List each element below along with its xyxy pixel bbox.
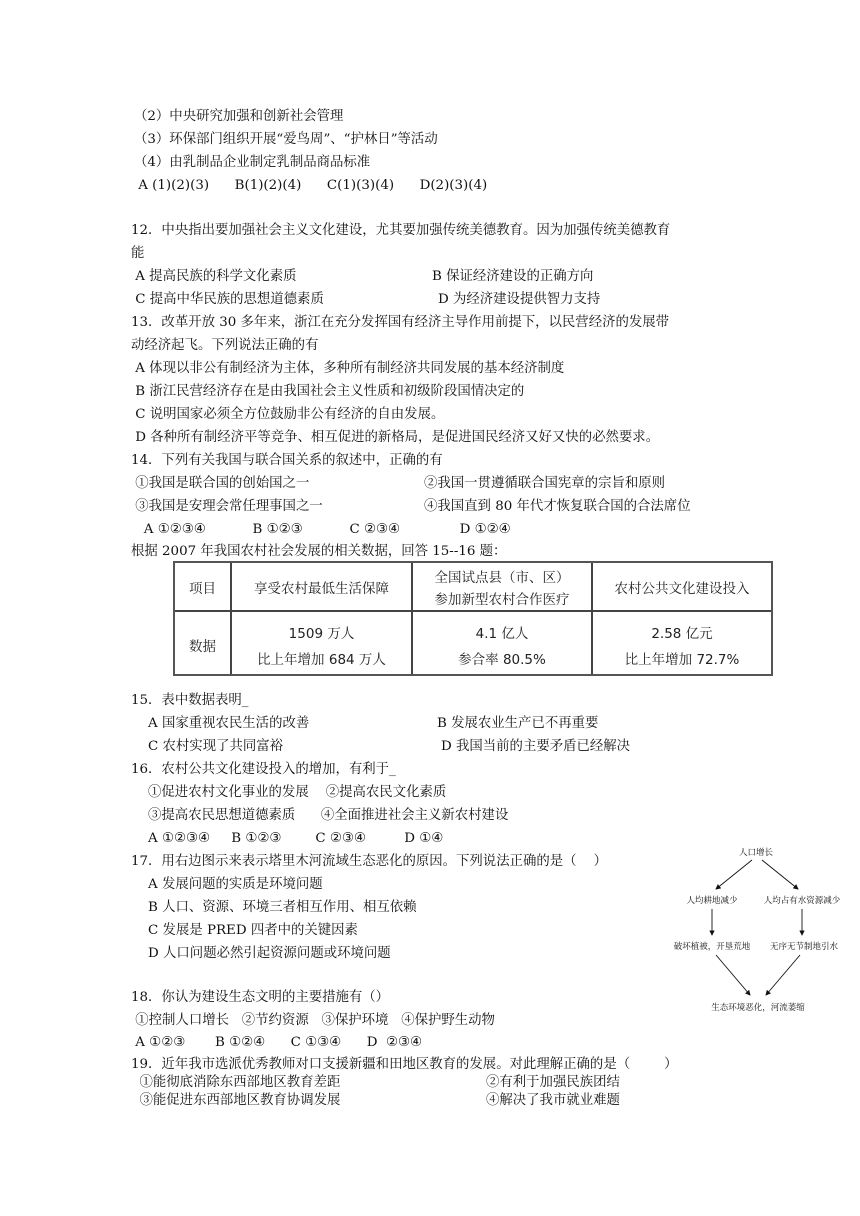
table-cell: 比上年增加 72.7% <box>624 652 740 668</box>
q14-item-4: ④我国直到 80 年代才恢复联合国的合法席位 <box>424 499 691 514</box>
q18-choices: A ①②③ B ①②④ C ①③④ D ②③④ <box>131 1035 422 1050</box>
q12-choice-a: A 提高民族的科学文化素质 <box>131 269 297 284</box>
q14-item-2: ②我国一贯遵循联合国宪章的宗旨和原则 <box>424 476 666 491</box>
rural-data-table <box>173 561 773 676</box>
q19-item-4: ④解决了我市就业难题 <box>486 1093 620 1108</box>
diagram-node-farmland: 人均耕地减少 <box>686 896 738 906</box>
q13-stem-cont: 动经济起飞。下列说法正确的有 <box>131 338 319 353</box>
q15-choice-c: C 农村实现了共同富裕 <box>131 739 284 754</box>
q13-choice-c: C 说明国家必须全方位鼓励非公有经济的自由发展。 <box>131 407 445 422</box>
table-header-culture-invest: 农村公共文化建设投入 <box>614 581 750 597</box>
table-cell: 比上年增加 684 万人 <box>257 652 386 668</box>
ecology-cause-diagram <box>672 845 852 1020</box>
q15-choice-a: A 国家重视农民生活的改善 <box>131 716 310 731</box>
q16-items-1-2: ①促进农村文化事业的发展 ②提高农民文化素质 <box>131 785 447 800</box>
diagram-node-vegetation: 破坏植被，开垦荒地 <box>673 942 751 952</box>
q17-choice-a: A 发展问题的实质是环境问题 <box>131 877 323 892</box>
q13-choice-a: A 体现以非公有制经济为主体，多种所有制经济共同发展的基本经济制度 <box>131 361 565 376</box>
diagram-arrow <box>762 860 798 889</box>
q16-stem: 16．农村公共文化建设投入的增加，有利于_ <box>131 762 396 777</box>
q19-item-1: ①能彻底消除东西部地区教育差距 <box>131 1075 341 1090</box>
option-statement-3: （3）环保部门组织开展“爱鸟周”、“护林日”等活动 <box>134 132 438 147</box>
q13-choice-d: D 各种所有制经济平等竞争、相互促进的新格局，是促进国民经济又好又快的必然要求。 <box>131 430 660 445</box>
q18-stem: 18．你认为建设生态文明的主要措施有（） <box>131 990 390 1005</box>
table-header-pilot-counties: 全国试点县（市、区） <box>434 570 570 586</box>
q14-stem: 14．下列有关我国与联合国关系的叙述中，正确的有 <box>131 453 443 468</box>
q15-stem: 15．表中数据表明_ <box>131 693 249 708</box>
diagram-node-water-diversion: 无序无节制地引水 <box>769 942 839 952</box>
q17-stem: 17．用右边图示来表示塔里木河流域生态恶化的原因。下列说法正确的是（ ） <box>131 854 607 869</box>
q19-stem: 19．近年我市选派优秀教师对口支援新疆和田地区教育的发展。对此理解正确的是（ ） <box>131 1057 678 1072</box>
table-cell: 1509 万人 <box>288 626 355 642</box>
q16-items-3-4: ③提高农民思想道德素质 ④全面推进社会主义新农村建设 <box>131 808 509 823</box>
diagram-node-population: 人口增长 <box>738 848 774 858</box>
table-cell: 4.1 亿人 <box>475 626 529 642</box>
q14-item-1: ①我国是联合国的创始国之一 <box>131 476 310 491</box>
q12-choice-c: C 提高中华民族的思想道德素质 <box>131 292 324 307</box>
table-cell: 2.58 亿元 <box>651 626 713 642</box>
q19-item-3: ③能促进东西部地区教育协调发展 <box>131 1093 341 1108</box>
q15-choice-b: B 发展农业生产已不再重要 <box>437 716 599 731</box>
q15-16-intro: 根据 2007 年我国农村社会发展的相关数据，回答 15--16 题： <box>131 544 507 559</box>
q14-choices: A ①②③④ B ①②③ C ②③④ D ①②④ <box>131 522 511 537</box>
diagram-arrow <box>716 860 752 889</box>
option-statement-2: （2）中央研究加强和创新社会管理 <box>134 109 344 124</box>
q12-stem: 12．中央指出要加强社会主义文化建设，尤其要加强传统美德教育。因为加强传统美德教育 <box>131 223 671 238</box>
q12-choice-b: B 保证经济建设的正确方向 <box>432 269 594 284</box>
q12-choice-d: D 为经济建设提供智力支持 <box>438 292 601 307</box>
table-header-medical: 参加新型农村合作医疗 <box>434 592 570 608</box>
diagram-arrow <box>716 955 750 995</box>
table-cell: 参合率 80.5% <box>458 652 546 668</box>
q15-choice-d: D 我国当前的主要矛盾已经解决 <box>441 739 631 754</box>
table-header-min-living: 享受农村最低生活保障 <box>254 581 389 597</box>
table-row-label: 数据 <box>189 639 216 655</box>
q16-choices: A ①②③④ B ①②③ C ②③④ D ①④ <box>131 831 444 846</box>
q13-stem: 13．改革开放 30 多年来，浙江在充分发挥国有经济主导作用前提下，以民营经济的发展带 <box>131 315 670 330</box>
option-statement-4: （4）由乳制品企业制定乳制品商品标准 <box>134 155 371 170</box>
q18-items: ①控制人口增长 ②节约资源 ③保护环境 ④保护野生动物 <box>131 1013 495 1028</box>
diagram-node-degradation: 生态环境恶化，河流萎缩 <box>711 1003 805 1013</box>
q17-choice-d: D 人口问题必然引起资源问题或环境问题 <box>131 946 391 961</box>
q17-choice-b: B 人口、资源、环境三者相互作用、相互依赖 <box>131 900 417 915</box>
q13-choice-b: B 浙江民营经济存在是由我国社会主义性质和初级阶段国情决定的 <box>131 384 525 399</box>
q17-choice-c: C 发展是 PRED 四者中的关键因素 <box>131 923 358 938</box>
table-header-item: 项目 <box>189 581 216 597</box>
q12-stem-cont: 能 <box>131 246 145 261</box>
q11-choices: A (1)(2)(3) B(1)(2)(4) C(1)(3)(4) D(2)(3)(4) <box>134 178 488 193</box>
q14-item-3: ③我国是安理会常任理事国之一 <box>131 499 323 514</box>
diagram-arrow <box>766 955 800 995</box>
diagram-node-water: 人均占有水资源减少 <box>763 896 841 906</box>
q19-item-2: ②有利于加强民族团结 <box>486 1075 620 1090</box>
